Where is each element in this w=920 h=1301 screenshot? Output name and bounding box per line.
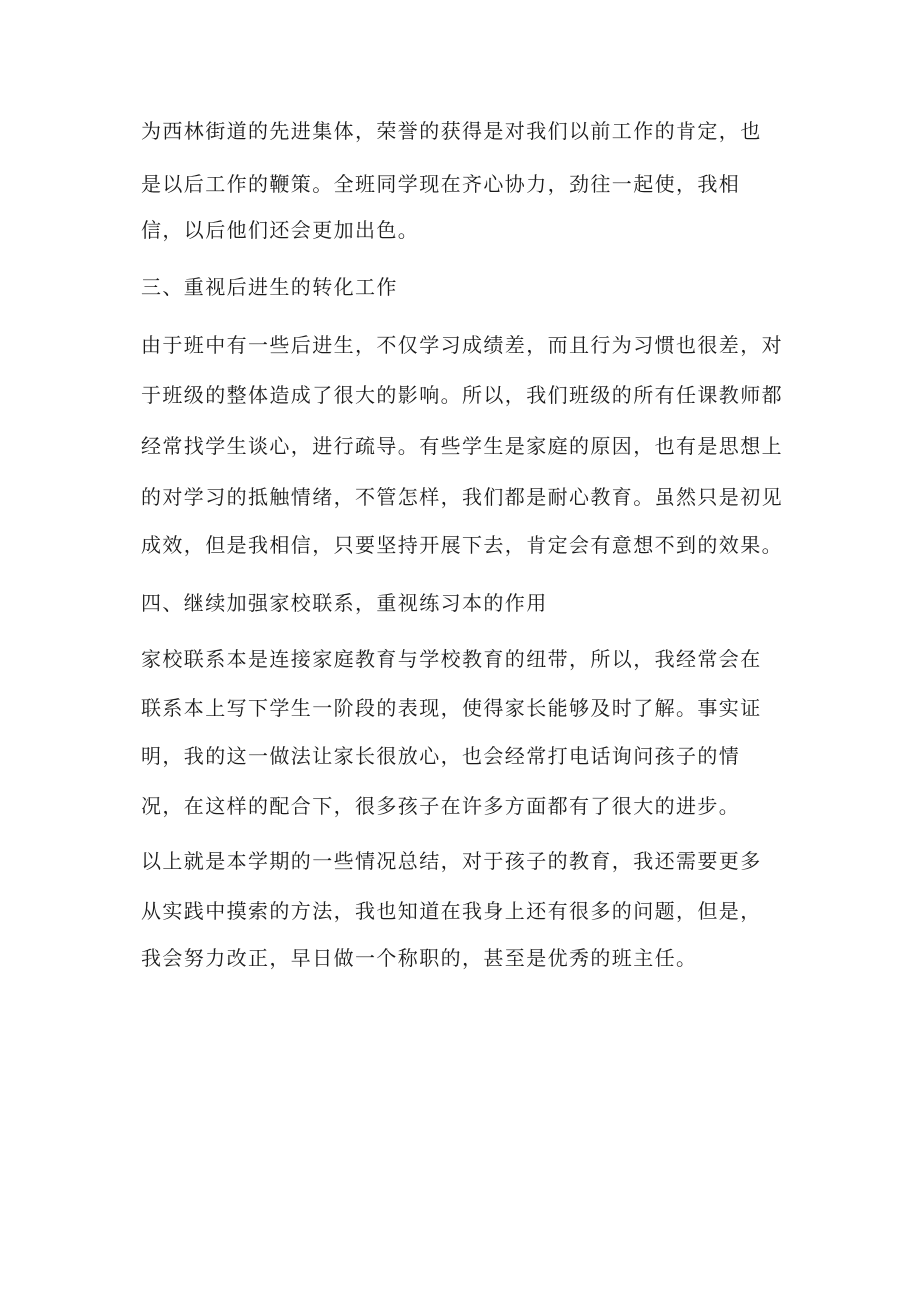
paragraph-line: 明，我的这一做法让家长很放心，也会经常打电话询问孩子的情 [141, 744, 741, 768]
paragraph-line: 家校联系本是连接家庭教育与学校教育的纽带，所以，我经常会在 [141, 647, 762, 671]
paragraph-line: 是以后工作的鞭策。全班同学现在齐心协力，劲往一起使，我相 [141, 172, 741, 196]
paragraph-line: 以上就是本学期的一些情况总结，对于孩子的教育，我还需要更多 [141, 849, 762, 873]
paragraph-line: 于班级的整体造成了很大的影响。所以，我们班级的所有任课教师都 [141, 383, 783, 407]
paragraph-line: 况，在这样的配合下，很多孩子在许多方面都有了很大的进步。 [141, 794, 741, 818]
paragraph-line: 由于班中有一些后进生，不仅学习成绩差，而且行为习惯也很差，对 [141, 333, 783, 357]
section-heading: 四、继续加强家校联系，重视练习本的作用 [141, 591, 548, 615]
paragraph-line: 从实践中摸索的方法，我也知道在我身上还有很多的问题，但是， [141, 899, 762, 923]
paragraph-line: 的对学习的抵触情绪，不管怎样，我们都是耐心教育。虽然只是初见 [141, 485, 783, 509]
paragraph-line: 我会努力改正，早日做一个称职的，甚至是优秀的班主任。 [141, 946, 698, 970]
paragraph-line: 经常找学生谈心，进行疏导。有些学生是家庭的原因，也有是思想上 [141, 434, 783, 458]
paragraph-line: 信，以后他们还会更加出色。 [141, 218, 420, 242]
paragraph-line: 联系本上写下学生一阶段的表现，使得家长能够及时了解。事实证 [141, 696, 762, 720]
paragraph-line: 成效，但是我相信，只要坚持开展下去，肯定会有意想不到的效果。 [141, 533, 783, 557]
section-heading: 三、重视后进生的转化工作 [141, 275, 398, 299]
paragraph-line: 为西林街道的先进集体，荣誉的获得是对我们以前工作的肯定，也 [141, 119, 762, 143]
